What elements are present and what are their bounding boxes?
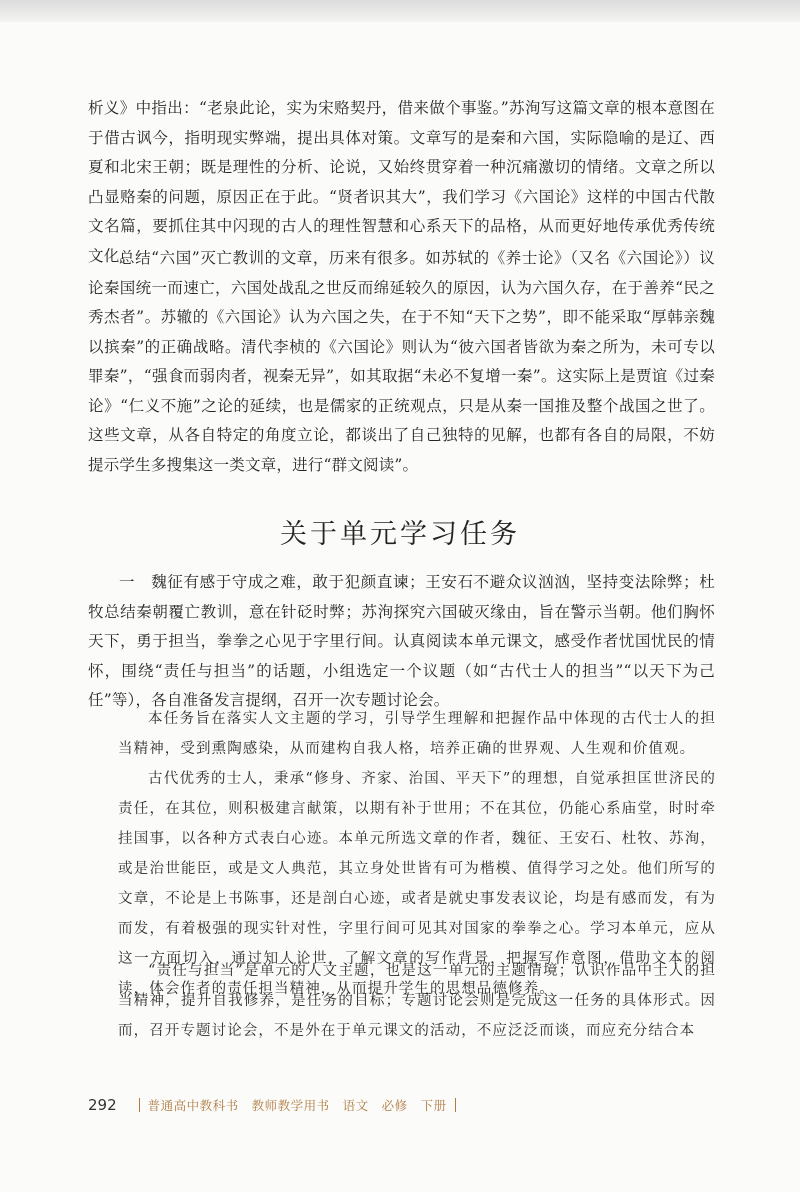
page-footer [88, 1094, 464, 1116]
body-paragraph: 析义》中指出：“老泉此论，实为宋赂契丹，借来做个事鉴。”苏洵写这篇文章的根本意图在于借古讽今，指明现实弊端，提出具体对策。文章写的是秦和六国，实际隐喻的是辽、西夏和北宋王朝；既是理性的分析、论说，又始终贯穿着一种沉痛激切的情绪。文章之所以凸显赂秦的问题，原因正在于此。“贤者识其大”，我们学习《六国论》这样的中国古代散文名篇，要抓住其中闪现的古人的理性智慧和心系天下的品格，从而更好地传承优秀传统文化。 [88, 99, 715, 265]
teaching-note: 古代优秀的士人，秉承“修身、齐家、治国、平天下”的理想，自觉承担匡世济民的责任，在其位，则积极建言献策，以期有补于世用；不在其位，仍能心系庙堂，时时牵挂国事，以各种方式表白心迹。本单元所选文章的作者，魏征、王安石、杜牧、苏洵，或是治世能臣，或是文人典范，其立身处世皆有可为楷模、值得学习之处。他们所写的文章，不论是上书陈事，还是剖白心迹，或者是就史事发表议论，均是有感而发，有为而发，有着极强的现实针对性，字里行间可见其对国家的拳拳之心。学习本单元，应从这一方面切入，通过知人论世，了解文章的写作背景，把握写作意图，借助文本的阅读，体会作者的责任担当精神，从而提升学生的思想品德修养。 [118, 771, 716, 997]
section-title: 关于单元学习任务 [280, 519, 520, 550]
footer-separator [455, 1098, 456, 1112]
scan-top-edge [0, 0, 800, 22]
body-paragraph: 总结“六国”灭亡教训的文章，历来有很多。如苏轼的《养士论》（又名《六国论》）议论秦国统一而速亡，六国处战乱之世反而绵延较久的原因，认为六国久存，在于善养“民之秀杰者”。苏辙的《六国论》认为六国之失，在于不知“天下之势”，即不能采取“厚韩亲魏以摈秦”的正确战略。清代李桢的《六国论》则认为“彼六国者皆欲为秦之所为，未可专以罪秦”，“强食而弱肉者，视秦无异”，如其取据“未必不复增一秦”。这实际上是贾谊《过秦论》“仁义不施”之论的延续，也是儒家的正统观点，只是从秦一国推及整个战国之世了。这些文章，从各自特定的角度立论，都谈出了自己独特的见解，也都有各自的局限，不妨提示学生多搜集这一类文章，进行“群文阅读”。 [88, 249, 715, 474]
teaching-note: 本任务旨在落实人文主题的学习，引导学生理解和把握作品中体现的古代士人的担当精神，受到熏陶感染，从而建构自我人格，培养正确的世界观、人生观和价值观。 [118, 711, 716, 757]
book-title: 普通高中教科书 教师教学用书 语文 必修 下册 [147, 1098, 447, 1113]
page-number: 292 [88, 1096, 117, 1114]
teaching-note: “责任与担当”是单元的人文主题，也是这一单元的主题情境；认识作品中士人的担当精神，提升自我修养，是任务的目标；专题讨论会则是完成这一任务的具体形式。因而，召开专题讨论会，不是外在于单元课文的活动，不应泛泛而谈，而应充分结合本 [118, 963, 716, 1039]
task-paragraph: 一 魏征有感于守成之难，敢于犯颜直谏；王安石不避众议汹汹，坚持变法除弊；杜牧总结秦朝覆亡教训，意在针砭时弊；苏洵探究六国破灭缘由，旨在警示当朝。他们胸怀天下，勇于担当，拳拳之心见于字里行间。认真阅读本单元课文，感受作者忧国忧民的情怀，围绕“责任与担当”的话题，小组选定一个议题（如“古代士人的担当”“以天下为己任”等），各自准备发言提纲，召开一次专题讨论会。 [88, 573, 715, 709]
footer-separator [139, 1098, 140, 1112]
